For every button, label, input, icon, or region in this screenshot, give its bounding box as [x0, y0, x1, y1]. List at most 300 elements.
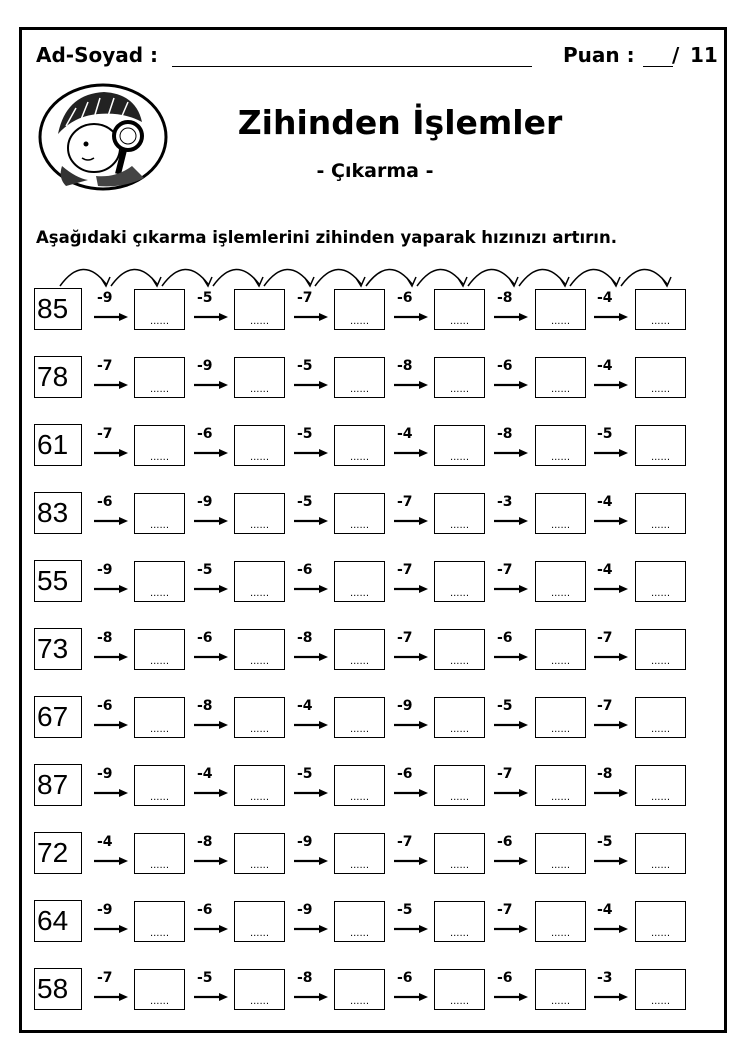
start-number: 73: [34, 628, 82, 670]
arrow-right-icon: [593, 516, 629, 526]
operation-label: -5: [297, 358, 313, 374]
arrow-right-icon: [93, 380, 129, 390]
subtract-operation: [593, 696, 633, 740]
answer-box[interactable]: [234, 289, 285, 330]
operation-label: -6: [197, 902, 213, 918]
answer-placeholder: ......: [650, 792, 671, 803]
answer-box[interactable]: [134, 697, 185, 738]
answer-box[interactable]: [635, 833, 686, 874]
answer-box[interactable]: [535, 765, 586, 806]
operation-label: -9: [297, 902, 313, 918]
operation-label: -4: [397, 426, 413, 442]
arrow-right-icon: [93, 652, 129, 662]
operation-label: -6: [97, 698, 113, 714]
operation-label: -5: [297, 426, 313, 442]
operation-label: -9: [397, 698, 413, 714]
operation-label: -4: [597, 902, 613, 918]
arrow-right-icon: [193, 516, 229, 526]
answer-box[interactable]: [434, 493, 485, 534]
answer-box[interactable]: [234, 561, 285, 602]
answer-placeholder: ......: [149, 520, 170, 531]
answer-placeholder: ......: [650, 316, 671, 327]
arrow-right-icon: [293, 584, 329, 594]
subtract-operation: [293, 288, 333, 332]
subtract-operation: [593, 492, 633, 536]
answer-placeholder: ......: [650, 928, 671, 939]
answer-placeholder: ......: [650, 452, 671, 463]
operation-label: -6: [397, 970, 413, 986]
arrow-right-icon: [93, 312, 129, 322]
answer-box[interactable]: [635, 289, 686, 330]
subtract-operation: [93, 288, 133, 332]
answer-box[interactable]: [635, 493, 686, 534]
operation-label: -5: [297, 766, 313, 782]
answer-placeholder: ......: [349, 792, 370, 803]
start-number: 83: [34, 492, 82, 534]
operation-label: -6: [497, 834, 513, 850]
start-number: 55: [34, 560, 82, 602]
subtract-operation: [593, 628, 633, 672]
start-number: 85: [34, 288, 82, 330]
subtract-operation: [293, 968, 333, 1012]
arrow-right-icon: [393, 924, 429, 934]
answer-placeholder: ......: [249, 656, 270, 667]
answer-placeholder: ......: [449, 384, 470, 395]
operation-label: -7: [97, 358, 113, 374]
answer-box[interactable]: [334, 561, 385, 602]
operation-label: -8: [497, 290, 513, 306]
answer-placeholder: ......: [349, 588, 370, 599]
subtract-operation: [493, 900, 533, 944]
answer-box[interactable]: [134, 901, 185, 942]
subtract-operation: [293, 900, 333, 944]
answer-placeholder: ......: [650, 656, 671, 667]
arrow-right-icon: [193, 652, 229, 662]
answer-placeholder: ......: [349, 928, 370, 939]
answer-placeholder: ......: [349, 656, 370, 667]
answer-box[interactable]: [434, 833, 485, 874]
subtract-operation: [293, 560, 333, 604]
operation-label: -9: [97, 766, 113, 782]
answer-placeholder: ......: [349, 860, 370, 871]
answer-box[interactable]: [334, 629, 385, 670]
answer-box[interactable]: [234, 357, 285, 398]
operation-label: -5: [597, 426, 613, 442]
subtract-operation: [393, 900, 433, 944]
answer-placeholder: ......: [249, 928, 270, 939]
operation-label: -8: [97, 630, 113, 646]
answer-placeholder: ......: [449, 452, 470, 463]
arrow-right-icon: [593, 584, 629, 594]
operation-label: -4: [597, 562, 613, 578]
subtract-operation: [93, 356, 133, 400]
arrow-right-icon: [393, 992, 429, 1002]
answer-placeholder: ......: [249, 452, 270, 463]
operation-label: -9: [197, 358, 213, 374]
answer-box[interactable]: [134, 289, 185, 330]
arrow-right-icon: [393, 584, 429, 594]
answer-box[interactable]: [434, 765, 485, 806]
start-number: 78: [34, 356, 82, 398]
answer-box[interactable]: [134, 561, 185, 602]
arrow-right-icon: [493, 924, 529, 934]
arrow-right-icon: [593, 312, 629, 322]
answer-placeholder: ......: [550, 928, 571, 939]
operation-label: -4: [597, 358, 613, 374]
subtract-operation: [193, 900, 233, 944]
subtract-operation: [293, 492, 333, 536]
arrow-right-icon: [393, 720, 429, 730]
operation-label: -9: [97, 290, 113, 306]
answer-placeholder: ......: [149, 860, 170, 871]
answer-box[interactable]: [334, 697, 385, 738]
operation-label: -6: [297, 562, 313, 578]
answer-box[interactable]: [535, 561, 586, 602]
answer-box[interactable]: [134, 969, 185, 1010]
answer-placeholder: ......: [449, 860, 470, 871]
answer-box[interactable]: [535, 629, 586, 670]
answer-box[interactable]: [535, 833, 586, 874]
answer-box[interactable]: [334, 765, 385, 806]
subtract-operation: [93, 492, 133, 536]
arrow-right-icon: [393, 380, 429, 390]
operation-label: -6: [497, 970, 513, 986]
arrow-right-icon: [93, 788, 129, 798]
operation-label: -8: [297, 630, 313, 646]
answer-placeholder: ......: [349, 520, 370, 531]
answer-placeholder: ......: [650, 588, 671, 599]
answer-placeholder: ......: [249, 724, 270, 735]
operation-label: -7: [397, 562, 413, 578]
operation-label: -7: [97, 426, 113, 442]
arrow-right-icon: [293, 448, 329, 458]
operation-label: -8: [197, 698, 213, 714]
answer-box[interactable]: [535, 901, 586, 942]
arrow-right-icon: [393, 856, 429, 866]
subtract-operation: [93, 764, 133, 808]
arrow-right-icon: [493, 516, 529, 526]
arrow-right-icon: [593, 380, 629, 390]
score-field[interactable]: [643, 66, 673, 67]
operation-label: -5: [497, 698, 513, 714]
subtract-operation: [193, 832, 233, 876]
answer-box[interactable]: [334, 425, 385, 466]
subtract-operation: [493, 560, 533, 604]
answer-box[interactable]: [635, 765, 686, 806]
instruction-text: Aşağıdaki çıkarma işlemlerini zihinden yaparak hızınızı artırın.: [36, 228, 617, 247]
operation-label: -6: [197, 426, 213, 442]
start-number: 64: [34, 900, 82, 942]
answer-box[interactable]: [334, 289, 385, 330]
operation-label: -7: [597, 630, 613, 646]
start-number: 72: [34, 832, 82, 874]
operation-label: -8: [597, 766, 613, 782]
subtract-operation: [493, 832, 533, 876]
arrow-right-icon: [193, 380, 229, 390]
answer-box[interactable]: [635, 561, 686, 602]
arrow-right-icon: [293, 380, 329, 390]
answer-box[interactable]: [535, 493, 586, 534]
answer-box[interactable]: [234, 697, 285, 738]
name-label: Ad-Soyad :: [36, 43, 159, 67]
operation-label: -4: [197, 766, 213, 782]
subtract-operation: [93, 968, 133, 1012]
subtract-operation: [493, 356, 533, 400]
operation-label: -7: [497, 766, 513, 782]
arrow-right-icon: [93, 516, 129, 526]
operation-label: -5: [197, 562, 213, 578]
operation-label: -7: [297, 290, 313, 306]
answer-box[interactable]: [234, 425, 285, 466]
arrow-right-icon: [93, 924, 129, 934]
answer-box[interactable]: [134, 833, 185, 874]
subtract-operation: [93, 696, 133, 740]
answer-box[interactable]: [635, 357, 686, 398]
answer-placeholder: ......: [149, 452, 170, 463]
subtract-operation: [393, 832, 433, 876]
subtract-operation: [593, 764, 633, 808]
operation-label: -7: [397, 834, 413, 850]
subtract-operation: [293, 764, 333, 808]
subtract-operation: [593, 900, 633, 944]
operation-label: -8: [197, 834, 213, 850]
subtract-operation: [93, 832, 133, 876]
answer-box[interactable]: [134, 425, 185, 466]
subtract-operation: [193, 356, 233, 400]
answer-box[interactable]: [635, 629, 686, 670]
subtract-operation: [393, 764, 433, 808]
answer-box[interactable]: [234, 765, 285, 806]
answer-placeholder: ......: [449, 996, 470, 1007]
operation-label: -6: [397, 766, 413, 782]
subtract-operation: [93, 560, 133, 604]
operation-label: -9: [97, 562, 113, 578]
answer-placeholder: ......: [449, 724, 470, 735]
answer-box[interactable]: [434, 629, 485, 670]
answer-box[interactable]: [234, 833, 285, 874]
arrow-right-icon: [93, 584, 129, 594]
arrow-right-icon: [293, 992, 329, 1002]
operation-label: -9: [297, 834, 313, 850]
operation-label: -6: [97, 494, 113, 510]
subtract-operation: [93, 628, 133, 672]
answer-placeholder: ......: [650, 996, 671, 1007]
subtract-operation: [493, 288, 533, 332]
answer-placeholder: ......: [149, 384, 170, 395]
answer-placeholder: ......: [249, 316, 270, 327]
arrow-right-icon: [393, 312, 429, 322]
operation-label: -6: [197, 630, 213, 646]
answer-placeholder: ......: [550, 656, 571, 667]
arrow-right-icon: [93, 856, 129, 866]
answer-box[interactable]: [234, 901, 285, 942]
answer-placeholder: ......: [249, 520, 270, 531]
arrow-right-icon: [593, 992, 629, 1002]
answer-placeholder: ......: [249, 996, 270, 1007]
answer-box[interactable]: [535, 357, 586, 398]
operation-label: -4: [97, 834, 113, 850]
subtract-operation: [493, 492, 533, 536]
subtract-operation: [193, 764, 233, 808]
subtract-operation: [593, 356, 633, 400]
operation-label: -7: [397, 630, 413, 646]
subtract-operation: [293, 356, 333, 400]
score-slash: /: [672, 43, 680, 67]
operation-label: -6: [497, 630, 513, 646]
arrow-right-icon: [193, 448, 229, 458]
answer-box[interactable]: [134, 629, 185, 670]
subtract-operation: [393, 696, 433, 740]
answer-placeholder: ......: [550, 860, 571, 871]
arrow-right-icon: [493, 720, 529, 730]
arrow-right-icon: [193, 312, 229, 322]
arrow-right-icon: [193, 992, 229, 1002]
answer-box[interactable]: [434, 901, 485, 942]
arrow-right-icon: [193, 788, 229, 798]
subtract-operation: [593, 832, 633, 876]
arrow-right-icon: [493, 312, 529, 322]
answer-box[interactable]: [535, 697, 586, 738]
answer-placeholder: ......: [249, 792, 270, 803]
answer-placeholder: ......: [249, 588, 270, 599]
answer-box[interactable]: [234, 493, 285, 534]
start-number: 61: [34, 424, 82, 466]
operation-label: -5: [397, 902, 413, 918]
arrow-right-icon: [193, 856, 229, 866]
answer-box[interactable]: [434, 289, 485, 330]
answer-placeholder: ......: [149, 928, 170, 939]
answer-box[interactable]: [635, 901, 686, 942]
arrow-right-icon: [493, 856, 529, 866]
answer-box[interactable]: [535, 969, 586, 1010]
answer-placeholder: ......: [550, 724, 571, 735]
arrow-right-icon: [593, 448, 629, 458]
subtract-operation: [393, 356, 433, 400]
operation-label: -5: [597, 834, 613, 850]
answer-box[interactable]: [535, 289, 586, 330]
answer-box[interactable]: [334, 901, 385, 942]
arrow-right-icon: [93, 448, 129, 458]
subtract-operation: [193, 968, 233, 1012]
answer-placeholder: ......: [449, 588, 470, 599]
operation-label: -3: [497, 494, 513, 510]
arrow-right-icon: [293, 312, 329, 322]
answer-placeholder: ......: [349, 316, 370, 327]
answer-placeholder: ......: [550, 452, 571, 463]
answer-placeholder: ......: [449, 792, 470, 803]
name-field[interactable]: [172, 66, 532, 67]
subtract-operation: [293, 628, 333, 672]
answer-placeholder: ......: [149, 996, 170, 1007]
answer-box[interactable]: [434, 357, 485, 398]
arrow-right-icon: [293, 924, 329, 934]
answer-placeholder: ......: [550, 996, 571, 1007]
answer-placeholder: ......: [449, 928, 470, 939]
answer-placeholder: ......: [349, 452, 370, 463]
answer-box[interactable]: [334, 357, 385, 398]
arrow-right-icon: [493, 992, 529, 1002]
operation-label: -6: [497, 358, 513, 374]
subtract-operation: [493, 764, 533, 808]
arrow-right-icon: [493, 380, 529, 390]
page-title: Zihinden İşlemler: [237, 103, 563, 142]
answer-box[interactable]: [434, 969, 485, 1010]
operation-label: -6: [397, 290, 413, 306]
answer-box[interactable]: [234, 629, 285, 670]
answer-placeholder: ......: [550, 520, 571, 531]
answer-box[interactable]: [434, 425, 485, 466]
answer-box[interactable]: [134, 357, 185, 398]
answer-placeholder: ......: [149, 656, 170, 667]
answer-box[interactable]: [334, 833, 385, 874]
answer-placeholder: ......: [650, 724, 671, 735]
arrow-right-icon: [393, 448, 429, 458]
subtract-operation: [493, 628, 533, 672]
answer-placeholder: ......: [249, 384, 270, 395]
subtract-operation: [393, 424, 433, 468]
subtract-operation: [193, 696, 233, 740]
answer-placeholder: ......: [149, 316, 170, 327]
operation-label: -8: [297, 970, 313, 986]
subtract-operation: [393, 560, 433, 604]
subtract-operation: [593, 424, 633, 468]
answer-placeholder: ......: [550, 588, 571, 599]
answer-box[interactable]: [434, 561, 485, 602]
arrow-right-icon: [493, 448, 529, 458]
answer-box[interactable]: [134, 765, 185, 806]
answer-placeholder: ......: [149, 792, 170, 803]
subtract-operation: [493, 968, 533, 1012]
operation-label: -5: [197, 290, 213, 306]
answer-placeholder: ......: [550, 384, 571, 395]
answer-box[interactable]: [434, 697, 485, 738]
subtract-operation: [193, 424, 233, 468]
arrow-right-icon: [593, 856, 629, 866]
arrow-right-icon: [393, 516, 429, 526]
subtract-operation: [193, 492, 233, 536]
operation-label: -8: [397, 358, 413, 374]
subtract-operation: [293, 832, 333, 876]
answer-placeholder: ......: [650, 860, 671, 871]
answer-box[interactable]: [635, 425, 686, 466]
operation-label: -4: [297, 698, 313, 714]
arrow-right-icon: [493, 788, 529, 798]
arrow-right-icon: [93, 720, 129, 730]
arrow-right-icon: [393, 652, 429, 662]
subtract-operation: [293, 424, 333, 468]
answer-placeholder: ......: [449, 316, 470, 327]
arrow-right-icon: [493, 652, 529, 662]
arrow-right-icon: [93, 992, 129, 1002]
answer-box[interactable]: [334, 969, 385, 1010]
answer-placeholder: ......: [149, 588, 170, 599]
answer-box[interactable]: [635, 969, 686, 1010]
answer-placeholder: ......: [149, 724, 170, 735]
subtract-operation: [593, 288, 633, 332]
operation-label: -9: [97, 902, 113, 918]
arrow-right-icon: [593, 720, 629, 730]
answer-box[interactable]: [535, 425, 586, 466]
answer-placeholder: ......: [550, 792, 571, 803]
subtract-operation: [393, 288, 433, 332]
operation-label: -7: [397, 494, 413, 510]
answer-box[interactable]: [234, 969, 285, 1010]
subtract-operation: [193, 628, 233, 672]
answer-box[interactable]: [334, 493, 385, 534]
answer-box[interactable]: [635, 697, 686, 738]
answer-box[interactable]: [134, 493, 185, 534]
operation-label: -4: [597, 494, 613, 510]
